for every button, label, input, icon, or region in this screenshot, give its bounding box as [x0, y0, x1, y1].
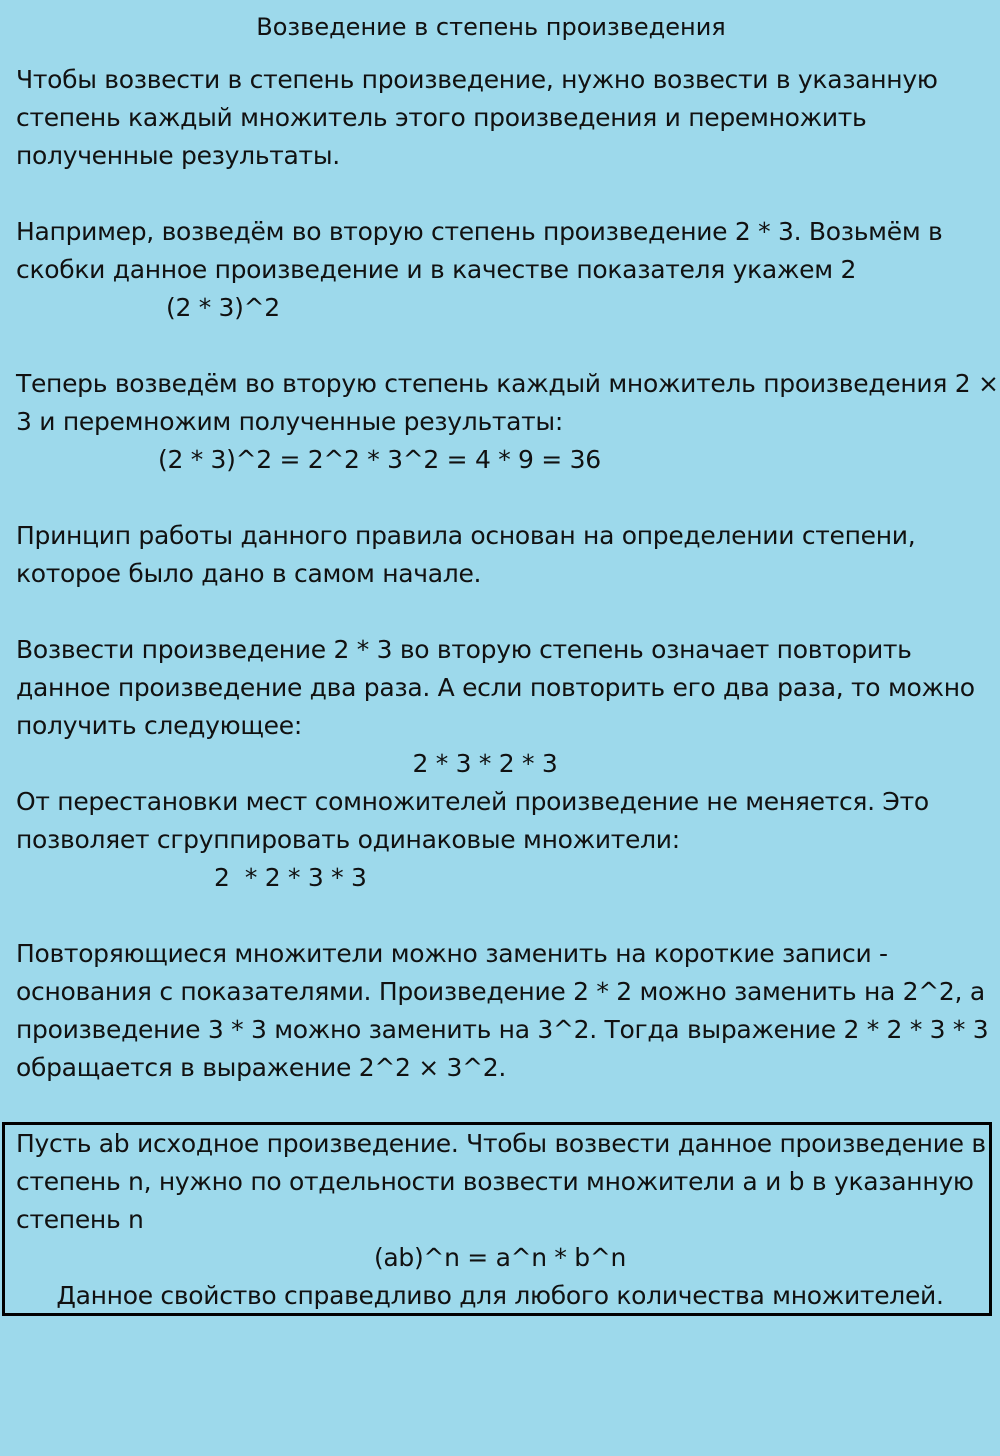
explanation-line-4: От перестановки мест сомножителей произведение не меняется. Это: [16, 787, 929, 816]
explanation-formula-1: 2 * 3 * 2 * 3: [412, 749, 558, 778]
intro-line-1: Чтобы возвести в степень произведение, нужно возвести в указанную: [16, 65, 938, 94]
intro-line-3: полученные результаты.: [16, 141, 340, 170]
step-line-2: 3 и перемножим полученные результаты:: [16, 407, 563, 436]
example-line-1: Например, возведём во вторую степень произведение 2 * 3. Возьмём в: [16, 217, 943, 246]
rule-note: Данное свойство справедливо для любого количества множителей.: [56, 1281, 944, 1310]
replacement-line-1: Повторяющиеся множители можно заменить на короткие записи -: [16, 939, 888, 968]
example-line-2: скобки данное произведение и в качестве показателя укажем 2: [16, 255, 857, 284]
principle-line-2: которое было дано в самом начале.: [16, 559, 482, 588]
page-title: Возведение в степень произведения: [256, 13, 726, 41]
intro-line-2: степень каждый множитель этого произведения и перемножить: [16, 103, 867, 132]
rule-formula: (ab)^n = a^n * b^n: [373, 1243, 627, 1272]
step-formula: (2 * 3)^2 = 2^2 * 3^2 = 4 * 9 = 36: [158, 445, 601, 474]
principle-line-1: Принцип работы данного правила основан на определении степени,: [16, 521, 916, 550]
replacement-line-4: обращается в выражение 2^2 × 3^2.: [16, 1053, 507, 1082]
example-formula: (2 * 3)^2: [166, 293, 280, 322]
rule-line-2: степень n, нужно по отдельности возвести множители a и b в указанную: [16, 1167, 974, 1196]
rule-line-3: степень n: [16, 1205, 144, 1234]
explanation-line-1: Возвести произведение 2 * 3 во вторую степень означает повторить: [16, 635, 912, 664]
explanation-line-3: получить следующее:: [16, 711, 302, 740]
replacement-line-3: произведение 3 * 3 можно заменить на 3^2. Тогда выражение 2 * 2 * 3 * 3: [16, 1015, 989, 1044]
explanation-line-2: данное произведение два раза. А если повторить его два раза, то можно: [16, 673, 975, 702]
step-line-1: Теперь возведём во вторую степень каждый множитель произведения 2 ×: [16, 369, 999, 398]
replacement-line-2: основания с показателями. Произведение 2 * 2 можно заменить на 2^2, а: [16, 977, 985, 1006]
explanation-line-5: позволяет сгруппировать одинаковые множители:: [16, 825, 680, 854]
explanation-formula-2: 2 * 2 * 3 * 3: [214, 863, 367, 892]
rule-line-1: Пусть ab исходное произведение. Чтобы возвести данное произведение в: [16, 1129, 986, 1158]
